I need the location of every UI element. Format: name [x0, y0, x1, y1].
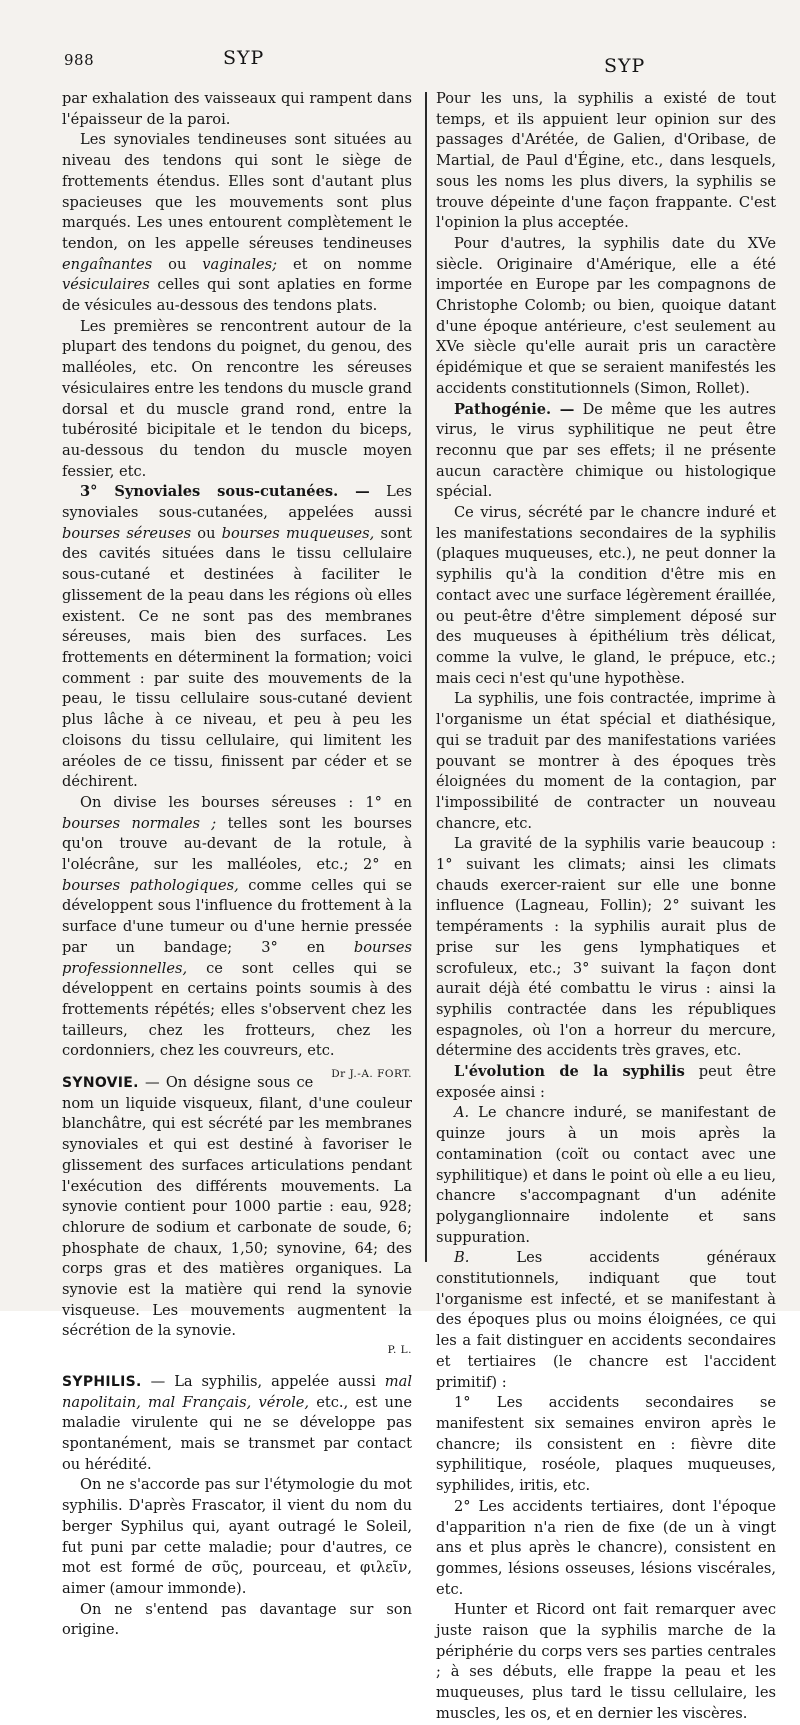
running-head-right: SYP: [604, 55, 646, 77]
paragraph: Pour d'autres, la syphilis date du XVe siècle. Originaire d'Amérique, elle a été importée en Europe par les compagnons de Christophe Colomb; ou bien, quoique datant d'une époque antérieure, c'est seulement au XVe siècle qu'elle aurait pris un caractère épidémique et que se seraient manifestés les accidents constitutionnels (Simon, Rollet).: [436, 234, 776, 397]
page-number: 988: [64, 51, 95, 69]
paragraph-pathogenie: Pathogénie. — De même que les autres virus, le virus syphilitique ne peut être reconnu que par ses effets; il ne présente aucun caractère chimique ou histologique spécial.: [436, 400, 776, 501]
entry-syphilis: SYPHILIS. — La syphilis, appelée aussi mal napolitain, mal Français, vérole, etc., est une maladie virulente qui ne se développe pas spontanément, mais se transmet par contact ou hérédité.: [62, 1372, 413, 1473]
paragraph-synoviales-tendineuses: Les synoviales tendineuses sont situées au niveau des tendons qui sont le siège de frottements étendus. Elles sont d'autant plus spacieuses que les mouvements sont plus marqués. Les unes entourent complètement le tendon, on les appelle séreuses tendineuses engaînantes ou vaginales; et on nomme vésiculaires celles qui sont aplaties en forme de vésicules au-dessous des tendons plats.: [62, 131, 413, 315]
paragraph: Hunter et Ricord ont fait remarquer avec juste raison que la syphilis marche de la périphérie du corps vers ses parties centrales ; à ses débuts, elle frappe la peau et les muqueuses, plus tard le tissu cellulaire, les muscles, les os, et en dernier les viscères.: [436, 1601, 776, 1722]
paragraph: par exhalation des vaisseaux qui rampent dans l'épaisseur de la paroi.: [62, 90, 412, 128]
paragraph-synoviales-sous-cutanees: 3° Synoviales sous-cutanées. — Les synoviales sous-cutanées, appelées aussi bourses séreuses ou bourses muqueuses, sont des cavités situées dans le tissu cellulaire sous-cutané et destinées à faciliter le glissement de la peau dans les régions où elles existent. Ce ne sont pas des membranes séreuses, mais bien des surfaces. Les frottements en déterminent la formation; voici comment : par suite des mouvements de la peau, le tissu cellulaire sous-cutané devient plus lâche à ce niveau, et peu à peu les cloisons du tissu cellulaire, qui limitent les aréoles de ce tissu, finissent par céder et se déchirent.: [62, 483, 413, 791]
column-divider: [425, 92, 427, 1262]
paragraph: Les premières se rencontrent autour de la plupart des tendons du poignet, du genou, des malléoles, etc. On rencontre les séreuses vésiculaires entre les tendons du muscle grand dorsal et du muscle grand rond, entre la tubérosité bicipitale et le tendon du biceps, au-dessous du tendon du muscle moyen fessier, etc.: [62, 317, 412, 480]
paragraph-bourses-sereuses: On divise les bourses séreuses : 1° en bourses normales ; telles sont les bourses qu'on trouve au-devant de la rotule, à l'olécrâne, sur les malléoles, etc.; 2° en bourses pathologiques, comme celles qui se développent sous l'influence du frottement à la surface d'une tumeur ou d'une hernie pressée par un bandage; 3° en bourses professionnelles, ce sont celles qui se développent en certains points soumis à des frottements répétés; elles s'observent chez les tailleurs, chez les frotteurs, chez les cordonniers, chez les couvreurs, etc. Dr J.-A. FORT.: [62, 793, 412, 1062]
paragraph: 1° Les accidents secondaires se manifestent six semaines environ après le chancre; ils consistent en : fièvre dite syphilitique, roséole, plaques muqueuses, syphilides, iritis, etc.: [436, 1394, 776, 1495]
entry-synovie: SYNOVIE. — On désigne sous ce nom un liquide visqueux, filant, d'une couleur blanchâtre, qui est sécrété par les membranes synoviales et qui est destiné à favoriser le glissement des surfaces articulations pendant l'exécution des différents mouvements. La synovie contient pour 1000 partie : eau, 928; chlorure de sodium et carbonate de soude, 6; phosphate de chaux, 1,50; synovine, 64; des corps gras et des matières organiques. La synovie est la matière qui rend la synovie visqueuse. Les mouvements augmentent la sécrétion de la synovie.: [62, 1074, 412, 1340]
left-column: [62, 89, 412, 1641]
paragraph-b: B. Les accidents généraux constitutionnels, indiquant que tout l'organisme est infecté, et se manifestant à des époques plus ou moins éloignées, ce qui les a fait distinguer en accidents secondaires et tertiaires (le chancre est l'accident primitif) :: [436, 1249, 776, 1391]
headword: SYPHILIS.: [62, 1373, 142, 1390]
paragraph-evolution: L'évolution de la syphilis peut être exposée ainsi :: [436, 1063, 776, 1101]
headword: SYNOVIE.: [62, 1075, 139, 1092]
paragraph: La syphilis, une fois contractée, imprime à l'organisme un état spécial et diathésique, qui se traduit par des manifestations variées pouvant se montrer à des époques très éloignées du moment de la contagion, par l'impossibilité de contracter un nouveau chancre, etc.: [436, 690, 776, 832]
paragraph: 2° Les accidents tertiaires, dont l'époque d'apparition n'a rien de fixe (de un à vingt ans et plus après le chancre), consistent en gommes, lésions osseuses, lésions viscérales, etc.: [436, 1497, 776, 1598]
section-heading: 3° Synoviales sous-cutanées. —: [80, 483, 370, 501]
section-heading: L'évolution de la syphilis: [454, 1063, 685, 1081]
paragraph: On ne s'entend pas davantage sur son origine.: [62, 1600, 412, 1639]
running-head-left: SYP: [223, 47, 265, 69]
right-column: [436, 89, 776, 1725]
paragraph-a: A. Le chancre induré, se manifestant de quinze jours à un mois après la contamination (coït ou contact avec une syphilitique) et dans le point où elle a eu lieu, chancre s'accompagnant d'un adénite polyganglionnaire indolente et sans suppuration.: [436, 1104, 776, 1246]
paragraph: La gravité de la syphilis varie beaucoup : 1° suivant les climats; ainsi les climats chauds exercer-raient sur elle une bonne influence (Lagneau, Follin); 2° suivant les tempéraments : la syphilis aurait plus de prise sur les gens lymphatiques et scrofuleux, etc.; 3° suivant la façon dont aurait déjà été combattu le virus : ainsi la syphilis contractée dans les républiques espagnoles, où l'on a horreur du mercure, détermine des accidents très graves, etc.: [436, 835, 776, 1060]
author-signature: P. L.: [387, 1344, 412, 1357]
paragraph: Pour les uns, la syphilis a existé de tout temps, et ils appuient leur opinion sur des passages d'Arétée, de Galien, d'Oribase, de Martial, de Paul d'Égine, etc., dans lesquels, sous les noms les plus divers, la syphilis se trouve dépeinte d'une façon frappante. C'est l'opinion la plus acceptée.: [436, 90, 776, 232]
paragraph: Ce virus, sécrété par le chancre induré et les manifestations secondaires de la syphilis (plaques muqueuses, etc.), ne peut donner la syphilis qu'à la condition d'être mis en contact avec une surface légèrement éraillée, ou peut-être d'être simplement déposé sur des muqueuses à épithélium très délicat, comme la vulve, le gland, le prépuce, etc.; mais ceci n'est qu'une hypothèse.: [436, 504, 776, 687]
section-heading: Pathogénie. —: [454, 400, 575, 418]
paragraph: On ne s'accorde pas sur l'étymologie du mot syphilis. D'après Frascator, il vient du nom du berger Syphilus qui, ayant outragé le Soleil, fut puni par cette maladie; pour d'autres, ce mot est formé de σῦς, pourceau, et φιλεῖν, aimer (amour immonde).: [62, 1476, 412, 1597]
author-signature: Dr J.-A. FORT.: [331, 1068, 412, 1081]
